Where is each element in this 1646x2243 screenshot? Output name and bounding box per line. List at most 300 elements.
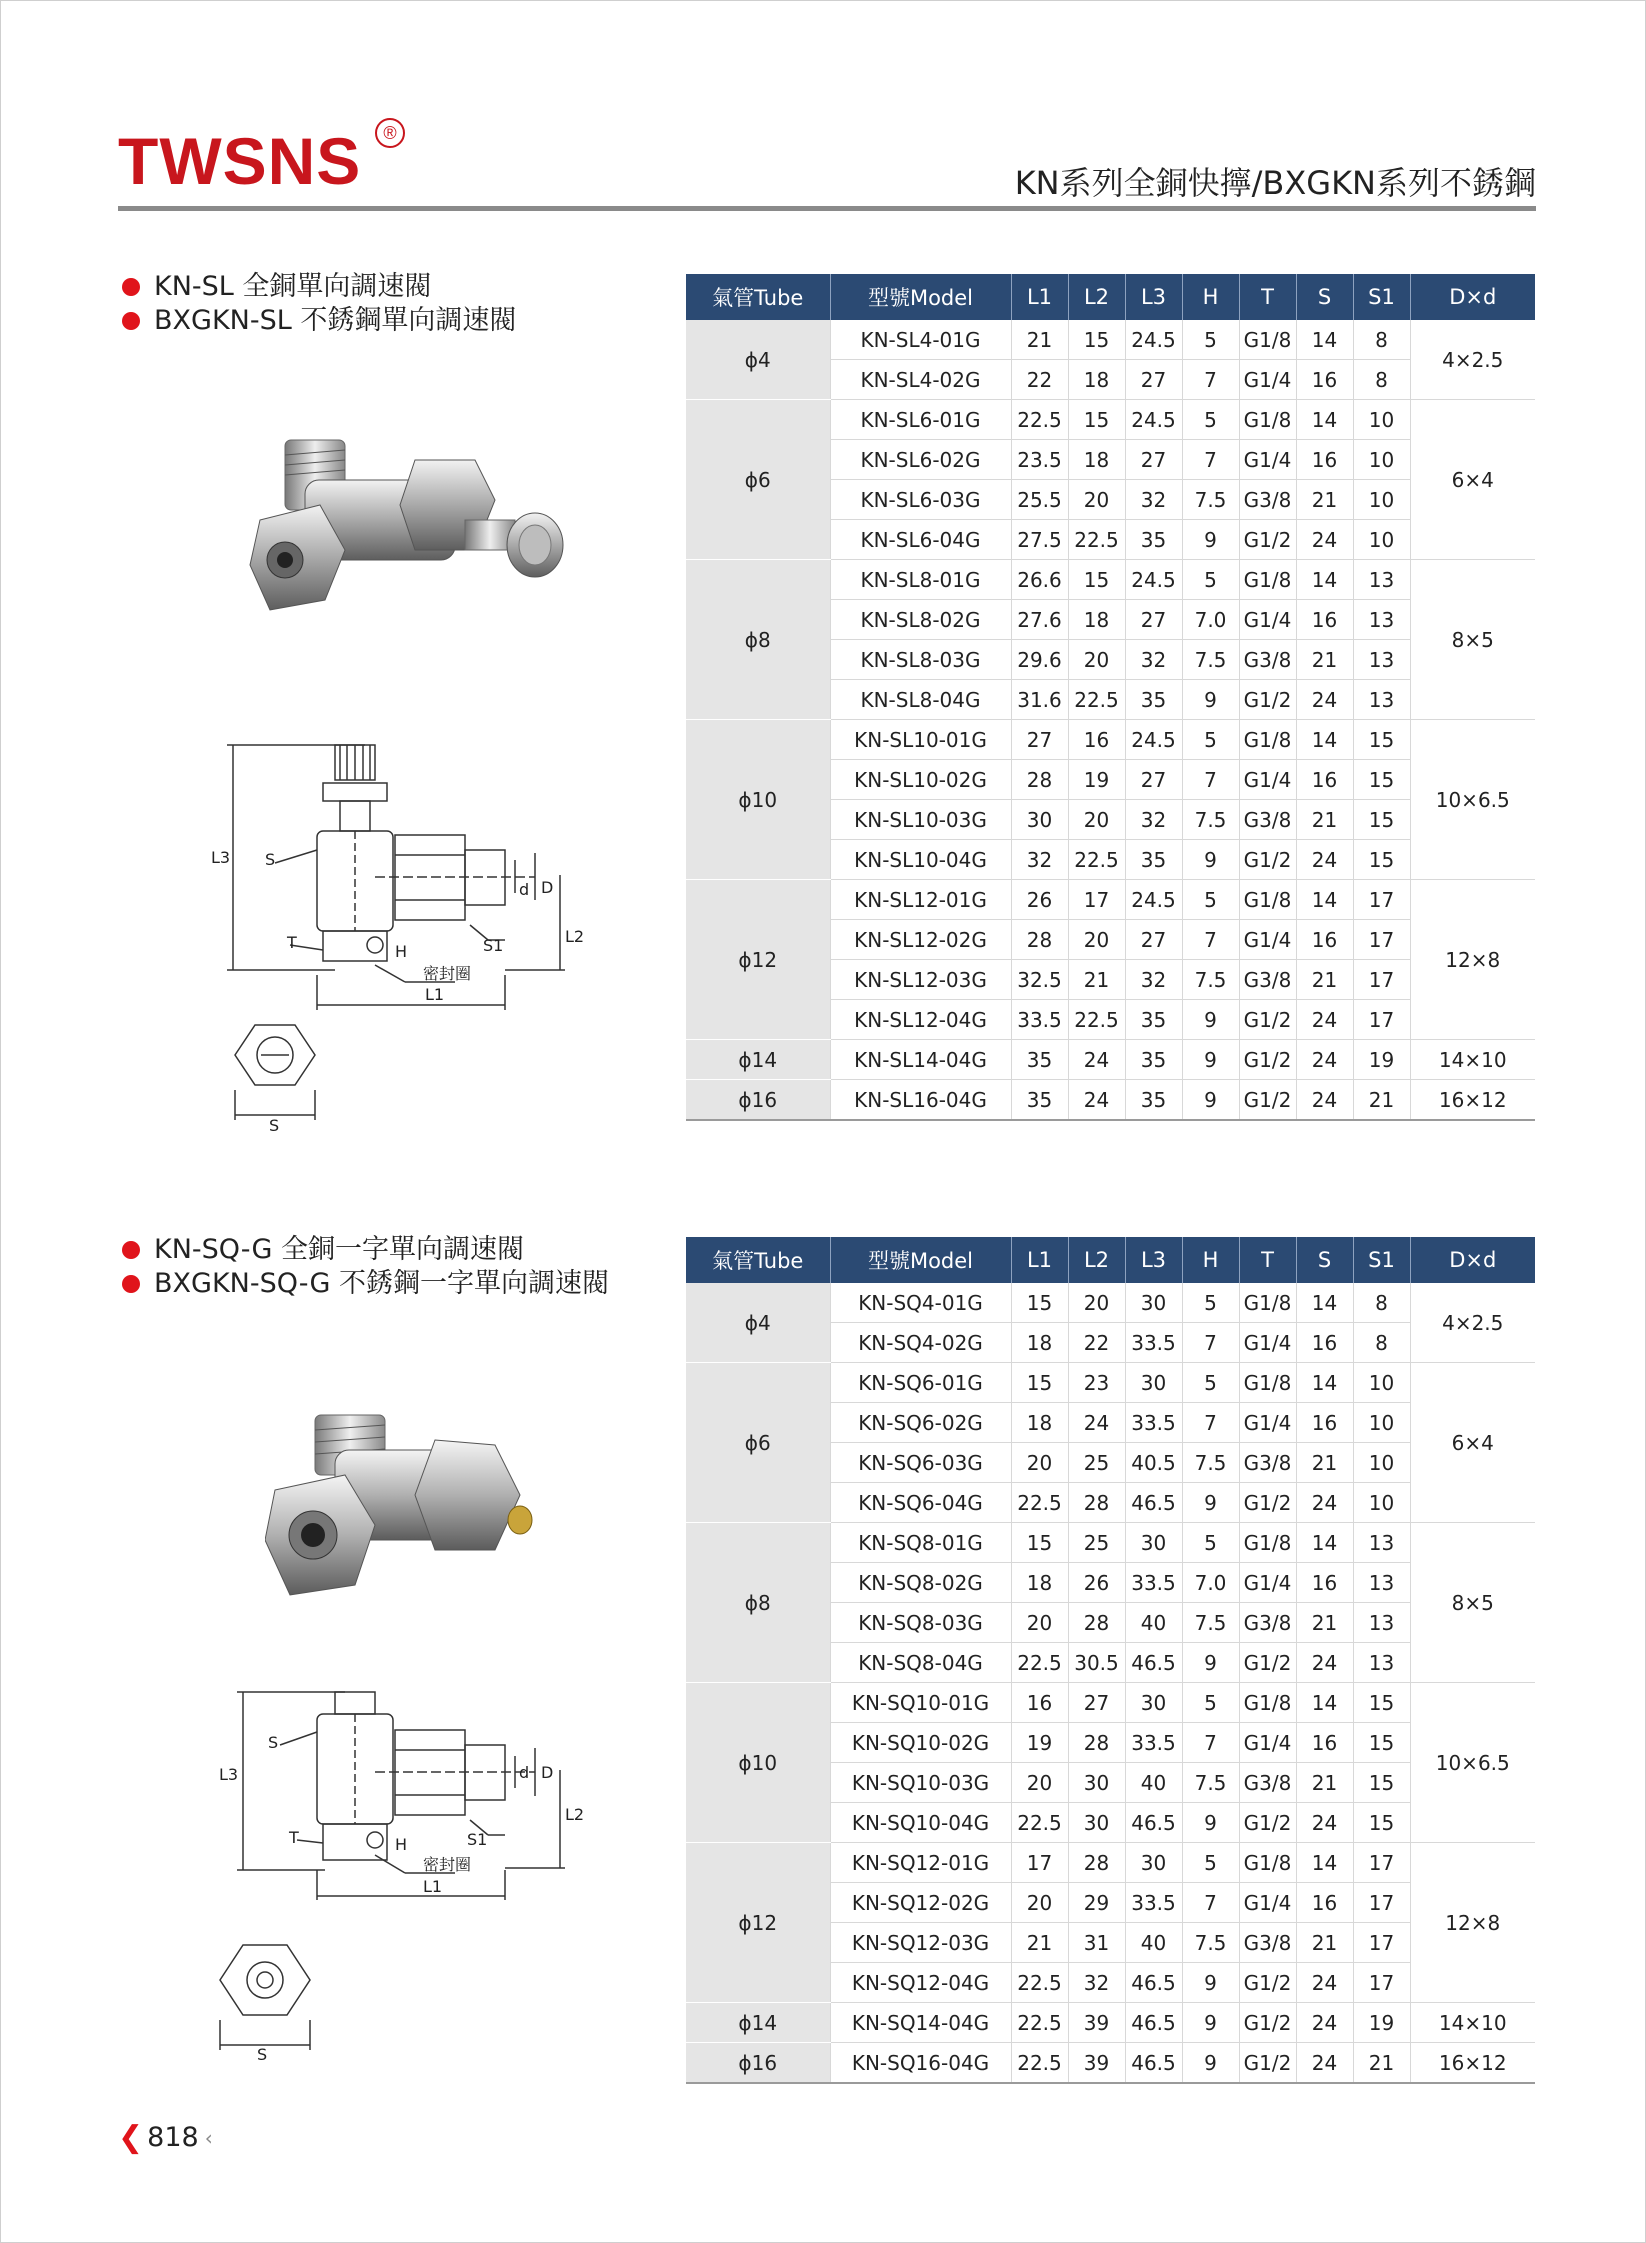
value-cell: 9 [1182, 1643, 1239, 1683]
value-cell: 9 [1182, 1963, 1239, 2003]
value-cell: 7 [1182, 920, 1239, 960]
model-cell: KN-SQ12-04G [830, 1963, 1011, 2003]
value-cell: 30 [1125, 1843, 1182, 1883]
value-cell: 23.5 [1011, 440, 1068, 480]
dim-label: H [395, 942, 408, 961]
value-cell: 40 [1125, 1603, 1182, 1643]
value-cell: 10 [1353, 480, 1410, 520]
chevron-left-small-icon: ‹ [204, 2125, 213, 2150]
table-row [686, 1523, 1535, 1563]
technical-drawing-sl [205, 735, 605, 1135]
value-cell: 17 [1353, 1000, 1410, 1040]
table-row [686, 400, 1535, 440]
column-header: S1 [1353, 1237, 1410, 1283]
value-cell: G1/8 [1239, 1683, 1296, 1723]
value-cell: 26.6 [1011, 560, 1068, 600]
value-cell: 21 [1296, 640, 1353, 680]
value-cell: 15 [1353, 840, 1410, 880]
dim-label: L2 [565, 927, 585, 946]
model-cell: KN-SQ12-03G [830, 1923, 1011, 1963]
value-cell: 24 [1296, 1963, 1353, 2003]
value-cell: 5 [1182, 1523, 1239, 1563]
dim-label: S [265, 850, 276, 869]
table-row [686, 1363, 1535, 1403]
column-header: T [1239, 274, 1296, 320]
dxd-cell: 4×2.5 [1410, 320, 1535, 400]
value-cell: 16 [1296, 1723, 1353, 1763]
value-cell: 46.5 [1125, 1483, 1182, 1523]
value-cell: G1/8 [1239, 400, 1296, 440]
value-cell: 5 [1182, 1683, 1239, 1723]
value-cell: 13 [1353, 1523, 1410, 1563]
value-cell: 13 [1353, 1603, 1410, 1643]
value-cell: 24.5 [1125, 400, 1182, 440]
value-cell: G1/2 [1239, 1000, 1296, 1040]
value-cell: 35 [1125, 1080, 1182, 1121]
dim-label: 密封圈 [423, 1855, 472, 1874]
value-cell: 30 [1068, 1803, 1125, 1843]
value-cell: 32.5 [1011, 960, 1068, 1000]
value-cell: 22.5 [1011, 400, 1068, 440]
value-cell: 20 [1011, 1603, 1068, 1643]
value-cell: 5 [1182, 400, 1239, 440]
value-cell: 40 [1125, 1763, 1182, 1803]
model-cell: KN-SL6-02G [830, 440, 1011, 480]
dim-label: D [541, 1763, 554, 1782]
value-cell: 9 [1182, 840, 1239, 880]
value-cell: 14 [1296, 1843, 1353, 1883]
value-cell: 24 [1296, 1483, 1353, 1523]
dim-label: D [541, 878, 554, 897]
value-cell: 24 [1296, 1000, 1353, 1040]
value-cell: 9 [1182, 520, 1239, 560]
value-cell: 7.5 [1182, 1603, 1239, 1643]
value-cell: 15 [1011, 1363, 1068, 1403]
section-title: KN-SQ-G 全銅一字單向調速閥 [154, 1234, 525, 1265]
value-cell: 24 [1296, 520, 1353, 560]
table-row [686, 880, 1535, 920]
value-cell: 22.5 [1011, 1803, 1068, 1843]
value-cell: 14 [1296, 720, 1353, 760]
value-cell: G1/8 [1239, 1843, 1296, 1883]
value-cell: 16 [1296, 920, 1353, 960]
value-cell: G1/8 [1239, 1283, 1296, 1323]
value-cell: 20 [1011, 1883, 1068, 1923]
value-cell: 17 [1353, 960, 1410, 1000]
value-cell: 27.5 [1011, 520, 1068, 560]
value-cell: G1/2 [1239, 680, 1296, 720]
value-cell: G1/4 [1239, 600, 1296, 640]
value-cell: 31 [1068, 1923, 1125, 1963]
product-photo-sq [265, 1410, 565, 1630]
value-cell: 22.5 [1011, 1643, 1068, 1683]
column-header: S [1296, 1237, 1353, 1283]
model-cell: KN-SL8-01G [830, 560, 1011, 600]
dxd-cell: 16×12 [1410, 2043, 1535, 2084]
value-cell: 35 [1125, 520, 1182, 560]
model-cell: KN-SL6-03G [830, 480, 1011, 520]
model-cell: KN-SL10-03G [830, 800, 1011, 840]
tube-size-cell: ϕ12 [686, 1843, 830, 2003]
value-cell: G1/2 [1239, 1483, 1296, 1523]
value-cell: 28 [1068, 1843, 1125, 1883]
value-cell: 24 [1068, 1040, 1125, 1080]
value-cell: 30 [1125, 1523, 1182, 1563]
value-cell: 17 [1353, 1923, 1410, 1963]
value-cell: G1/2 [1239, 840, 1296, 880]
chevron-left-icon: ❮ [118, 2120, 144, 2155]
value-cell: 14 [1296, 1363, 1353, 1403]
tube-size-cell: ϕ4 [686, 1283, 830, 1363]
value-cell: 27 [1068, 1683, 1125, 1723]
value-cell: 7.0 [1182, 600, 1239, 640]
value-cell: 13 [1353, 600, 1410, 640]
tube-size-cell: ϕ10 [686, 1683, 830, 1843]
value-cell: 13 [1353, 680, 1410, 720]
value-cell: 17 [1353, 1843, 1410, 1883]
table-row [686, 320, 1535, 360]
value-cell: 7 [1182, 760, 1239, 800]
value-cell: 20 [1068, 920, 1125, 960]
value-cell: 14 [1296, 1523, 1353, 1563]
value-cell: G3/8 [1239, 960, 1296, 1000]
section-title: BXGKN-SL 不銹鋼單向調速閥 [154, 305, 517, 336]
value-cell: G1/2 [1239, 1803, 1296, 1843]
value-cell: 15 [1068, 560, 1125, 600]
dim-label: L1 [423, 1877, 443, 1896]
value-cell: 22 [1011, 360, 1068, 400]
model-cell: KN-SL16-04G [830, 1080, 1011, 1121]
dim-label: H [395, 1835, 408, 1854]
value-cell: 20 [1068, 800, 1125, 840]
value-cell: 14 [1296, 560, 1353, 600]
value-cell: 10 [1353, 440, 1410, 480]
model-cell: KN-SQ14-04G [830, 2003, 1011, 2043]
value-cell: 35 [1011, 1080, 1068, 1121]
value-cell: 10 [1353, 520, 1410, 560]
model-cell: KN-SL12-02G [830, 920, 1011, 960]
value-cell: G3/8 [1239, 480, 1296, 520]
dxd-cell: 10×6.5 [1410, 720, 1535, 880]
value-cell: 15 [1353, 760, 1410, 800]
header-divider [118, 206, 1536, 211]
value-cell: 28 [1068, 1483, 1125, 1523]
table-header-row [686, 1237, 1535, 1283]
value-cell: 14 [1296, 1283, 1353, 1323]
model-cell: KN-SL6-01G [830, 400, 1011, 440]
value-cell: 16 [1296, 760, 1353, 800]
value-cell: 16 [1296, 1403, 1353, 1443]
value-cell: G3/8 [1239, 1763, 1296, 1803]
value-cell: G3/8 [1239, 1603, 1296, 1643]
model-cell: KN-SQ4-02G [830, 1323, 1011, 1363]
model-cell: KN-SQ8-04G [830, 1643, 1011, 1683]
value-cell: 17 [1353, 1883, 1410, 1923]
value-cell: 9 [1182, 2003, 1239, 2043]
value-cell: 9 [1182, 2043, 1239, 2084]
dxd-cell: 8×5 [1410, 1523, 1535, 1683]
value-cell: 22.5 [1068, 1000, 1125, 1040]
value-cell: 31.6 [1011, 680, 1068, 720]
value-cell: 18 [1068, 440, 1125, 480]
dxd-cell: 6×4 [1410, 1363, 1535, 1523]
tube-size-cell: ϕ12 [686, 880, 830, 1040]
value-cell: 19 [1068, 760, 1125, 800]
model-cell: KN-SL10-02G [830, 760, 1011, 800]
model-cell: KN-SQ4-01G [830, 1283, 1011, 1323]
model-cell: KN-SQ10-02G [830, 1723, 1011, 1763]
value-cell: G1/2 [1239, 1040, 1296, 1080]
value-cell: 8 [1353, 1283, 1410, 1323]
value-cell: 33.5 [1125, 1323, 1182, 1363]
value-cell: 22.5 [1068, 840, 1125, 880]
model-cell: KN-SQ8-03G [830, 1603, 1011, 1643]
dxd-cell: 6×4 [1410, 400, 1535, 560]
table-row [686, 1683, 1535, 1723]
value-cell: 22.5 [1011, 2043, 1068, 2084]
value-cell: G1/8 [1239, 320, 1296, 360]
value-cell: 46.5 [1125, 1803, 1182, 1843]
value-cell: 21 [1296, 800, 1353, 840]
column-header: L1 [1011, 274, 1068, 320]
value-cell: 30 [1011, 800, 1068, 840]
value-cell: G1/8 [1239, 1523, 1296, 1563]
value-cell: 24 [1296, 2043, 1353, 2084]
model-cell: KN-SQ8-01G [830, 1523, 1011, 1563]
value-cell: 14 [1296, 1683, 1353, 1723]
value-cell: 33.5 [1011, 1000, 1068, 1040]
value-cell: 32 [1125, 800, 1182, 840]
dim-label: L3 [219, 1765, 239, 1784]
value-cell: 24.5 [1125, 320, 1182, 360]
value-cell: 15 [1353, 800, 1410, 840]
tube-size-cell: ϕ6 [686, 1363, 830, 1523]
value-cell: 20 [1011, 1763, 1068, 1803]
value-cell: 24.5 [1125, 880, 1182, 920]
value-cell: G1/4 [1239, 440, 1296, 480]
value-cell: 15 [1011, 1523, 1068, 1563]
column-header: 型號Model [830, 274, 1011, 320]
value-cell: 21 [1296, 480, 1353, 520]
bullet-icon [122, 1275, 140, 1293]
value-cell: 22.5 [1068, 520, 1125, 560]
value-cell: 16 [1296, 600, 1353, 640]
model-cell: KN-SQ10-04G [830, 1803, 1011, 1843]
value-cell: 28 [1068, 1723, 1125, 1763]
model-cell: KN-SL8-04G [830, 680, 1011, 720]
tube-size-cell: ϕ10 [686, 720, 830, 880]
value-cell: 7 [1182, 1723, 1239, 1763]
value-cell: 13 [1353, 1563, 1410, 1603]
model-cell: KN-SL6-04G [830, 520, 1011, 560]
column-header: H [1182, 1237, 1239, 1283]
model-cell: KN-SL12-03G [830, 960, 1011, 1000]
value-cell: 24 [1068, 1080, 1125, 1121]
column-header: L3 [1125, 274, 1182, 320]
tube-size-cell: ϕ14 [686, 2003, 830, 2043]
dxd-cell: 4×2.5 [1410, 1283, 1535, 1363]
table-row [686, 2043, 1535, 2084]
table-row [686, 1843, 1535, 1883]
value-cell: 17 [1011, 1843, 1068, 1883]
value-cell: G1/4 [1239, 360, 1296, 400]
value-cell: 9 [1182, 1803, 1239, 1843]
value-cell: 15 [1353, 1803, 1410, 1843]
value-cell: 35 [1011, 1040, 1068, 1080]
spec-table-sl [686, 274, 1535, 1121]
value-cell: 16 [1296, 360, 1353, 400]
value-cell: 16 [1296, 1323, 1353, 1363]
column-header: L1 [1011, 1237, 1068, 1283]
table-row [686, 720, 1535, 760]
model-cell: KN-SL4-01G [830, 320, 1011, 360]
value-cell: 25 [1068, 1523, 1125, 1563]
value-cell: 30.5 [1068, 1643, 1125, 1683]
value-cell: 7 [1182, 1883, 1239, 1923]
value-cell: 30 [1125, 1363, 1182, 1403]
value-cell: 28 [1011, 920, 1068, 960]
value-cell: 7.5 [1182, 640, 1239, 680]
value-cell: 27 [1125, 360, 1182, 400]
value-cell: G1/2 [1239, 2043, 1296, 2084]
dim-label: S [268, 1733, 279, 1752]
value-cell: 32 [1125, 640, 1182, 680]
section-title: BXGKN-SQ-G 不銹鋼一字單向調速閥 [154, 1268, 609, 1299]
dxd-cell: 14×10 [1410, 1040, 1535, 1080]
value-cell: 24 [1068, 1403, 1125, 1443]
value-cell: 24 [1296, 840, 1353, 880]
dim-label: 密封圈 [423, 964, 472, 983]
value-cell: 7 [1182, 360, 1239, 400]
value-cell: 5 [1182, 880, 1239, 920]
value-cell: 15 [1068, 320, 1125, 360]
value-cell: 24 [1296, 2003, 1353, 2043]
value-cell: 14 [1296, 320, 1353, 360]
column-header: S1 [1353, 274, 1410, 320]
value-cell: G1/2 [1239, 1963, 1296, 2003]
value-cell: 16 [1068, 720, 1125, 760]
value-cell: 10 [1353, 1443, 1410, 1483]
value-cell: G1/4 [1239, 760, 1296, 800]
value-cell: 19 [1011, 1723, 1068, 1763]
value-cell: 18 [1068, 360, 1125, 400]
value-cell: 5 [1182, 720, 1239, 760]
value-cell: G1/2 [1239, 1080, 1296, 1121]
model-cell: KN-SQ6-01G [830, 1363, 1011, 1403]
value-cell: 27 [1125, 920, 1182, 960]
dxd-cell: 8×5 [1410, 560, 1535, 720]
column-header: L2 [1068, 274, 1125, 320]
column-header: S [1296, 274, 1353, 320]
value-cell: 21 [1296, 1763, 1353, 1803]
value-cell: 24 [1296, 1080, 1353, 1121]
value-cell: 21 [1011, 1923, 1068, 1963]
bullet-icon [122, 1241, 140, 1259]
value-cell: 22.5 [1011, 1483, 1068, 1523]
value-cell: 15 [1353, 1683, 1410, 1723]
value-cell: 35 [1125, 840, 1182, 880]
value-cell: 7 [1182, 1403, 1239, 1443]
column-header: D×d [1410, 1237, 1535, 1283]
value-cell: 5 [1182, 560, 1239, 600]
value-cell: 13 [1353, 640, 1410, 680]
value-cell: 8 [1353, 320, 1410, 360]
value-cell: 9 [1182, 680, 1239, 720]
dim-label: L2 [565, 1805, 585, 1824]
page-number-text: 818 [147, 2122, 199, 2153]
page-title: KN系列全銅快擰/BXGKN系列不銹鋼 [1014, 164, 1536, 202]
value-cell: 40 [1125, 1923, 1182, 1963]
section-2-titles [122, 1233, 609, 1301]
model-cell: KN-SL10-01G [830, 720, 1011, 760]
value-cell: 24 [1296, 1040, 1353, 1080]
table-header-row [686, 274, 1535, 320]
value-cell: 17 [1068, 880, 1125, 920]
value-cell: 16 [1296, 1563, 1353, 1603]
value-cell: 7 [1182, 1323, 1239, 1363]
value-cell: 9 [1182, 1000, 1239, 1040]
value-cell: 33.5 [1125, 1403, 1182, 1443]
dim-label: d [519, 1763, 530, 1782]
tube-size-cell: ϕ16 [686, 1080, 830, 1121]
value-cell: 13 [1353, 560, 1410, 600]
value-cell: 18 [1011, 1403, 1068, 1443]
product-photo-sl [245, 420, 575, 640]
value-cell: 7.5 [1182, 1763, 1239, 1803]
value-cell: G3/8 [1239, 1443, 1296, 1483]
value-cell: 21 [1296, 1923, 1353, 1963]
value-cell: 16 [1296, 440, 1353, 480]
value-cell: G1/8 [1239, 880, 1296, 920]
value-cell: 8 [1353, 1323, 1410, 1363]
tube-size-cell: ϕ6 [686, 400, 830, 560]
value-cell: 25 [1068, 1443, 1125, 1483]
model-cell: KN-SQ8-02G [830, 1563, 1011, 1603]
value-cell: G1/2 [1239, 1643, 1296, 1683]
value-cell: G1/8 [1239, 560, 1296, 600]
value-cell: 7.5 [1182, 800, 1239, 840]
tube-size-cell: ϕ14 [686, 1040, 830, 1080]
value-cell: G1/2 [1239, 520, 1296, 560]
dxd-cell: 14×10 [1410, 2003, 1535, 2043]
value-cell: 15 [1353, 1723, 1410, 1763]
model-cell: KN-SQ6-04G [830, 1483, 1011, 1523]
value-cell: 32 [1068, 1963, 1125, 2003]
value-cell: 20 [1068, 640, 1125, 680]
model-cell: KN-SL14-04G [830, 1040, 1011, 1080]
value-cell: G1/8 [1239, 1363, 1296, 1403]
model-cell: KN-SQ16-04G [830, 2043, 1011, 2084]
value-cell: 9 [1182, 1040, 1239, 1080]
value-cell: 28 [1011, 760, 1068, 800]
model-cell: KN-SL10-04G [830, 840, 1011, 880]
value-cell: G1/8 [1239, 720, 1296, 760]
value-cell: 21 [1011, 320, 1068, 360]
value-cell: 30 [1068, 1763, 1125, 1803]
value-cell: 9 [1182, 1483, 1239, 1523]
dim-label: L1 [425, 985, 445, 1004]
value-cell: 7.5 [1182, 960, 1239, 1000]
dim-label: S1 [483, 936, 504, 955]
value-cell: 32 [1011, 840, 1068, 880]
value-cell: 40.5 [1125, 1443, 1182, 1483]
value-cell: 18 [1011, 1563, 1068, 1603]
model-cell: KN-SL8-03G [830, 640, 1011, 680]
model-cell: KN-SL8-02G [830, 600, 1011, 640]
value-cell: 46.5 [1125, 2003, 1182, 2043]
dxd-cell: 10×6.5 [1410, 1683, 1535, 1843]
value-cell: 7.5 [1182, 1923, 1239, 1963]
